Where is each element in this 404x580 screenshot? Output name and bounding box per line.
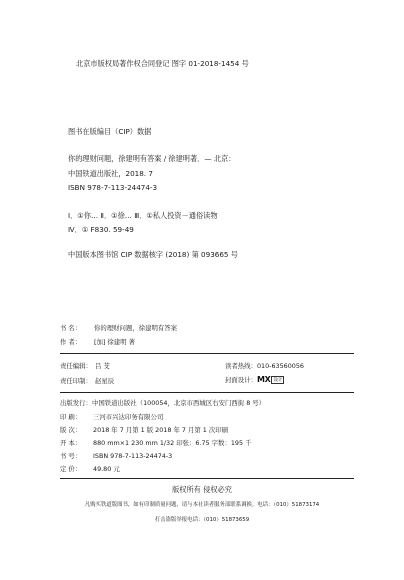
format-row — [60, 438, 251, 447]
author-value: [加] 徐建明 著 — [94, 338, 136, 346]
mx-design-logo: MX — [256, 375, 271, 384]
edition-value: 2018 年 7 月第 1 版 2018 年 7 月第 1 次印刷 — [93, 426, 229, 434]
printer-value: 三河市兴达印务有限公司 — [93, 413, 164, 421]
print-manager-label: 责任印制： — [60, 377, 92, 385]
hotline-row — [225, 361, 304, 370]
editor-row — [60, 361, 110, 370]
isbn-value: ISBN 978-7-113-24474-3 — [93, 452, 173, 460]
classification-line-2: Ⅳ．① F830. 59-49 — [68, 225, 134, 234]
isbn-label: 书 号： — [60, 452, 82, 460]
author-label: 作 者： — [60, 338, 82, 346]
cip-line-3: ISBN 978-7-113-24474-3 — [68, 183, 158, 192]
publisher-value: 中国铁道出版社（100054，北京市西城区右安门西街 8 号） — [91, 399, 266, 407]
author-row — [60, 337, 135, 346]
edition-label: 版 次： — [60, 426, 82, 434]
cip-record: 中国版本图书馆 CIP 数据核字 (2018) 第 093665 号 — [68, 250, 238, 259]
divider-bottom — [60, 478, 354, 479]
print-manager-row — [60, 376, 114, 385]
printer-label: 印 刷： — [60, 413, 82, 421]
price-row — [60, 464, 120, 473]
print-manager-value: 赵星辰 — [94, 377, 115, 385]
edition-row — [60, 425, 228, 434]
publisher-row — [60, 398, 265, 407]
divider-top — [60, 353, 354, 354]
publisher-label: 出版发行： — [60, 399, 92, 407]
rights-reserved: 版权所有 侵权必究 — [172, 485, 232, 494]
price-value: 49.80 元 — [93, 465, 120, 473]
format-value: 880 mm×1 230 mm 1/32 印张：6.75 字数：195 千 — [93, 439, 252, 447]
hotline-label: 读者热线： — [225, 362, 257, 370]
anti-piracy-hotline: 打击盗版举报电话：（010）51873659 — [154, 517, 250, 523]
editor-value: 吕 芠 — [94, 362, 110, 370]
title-row — [60, 323, 177, 332]
classification-line-1: Ⅰ．①你… Ⅱ．①徐… Ⅲ．①私人投资－通俗读物 — [68, 211, 218, 220]
isbn-row — [60, 451, 172, 460]
cip-heading: 图书在版编目（CIP）数据 — [68, 127, 152, 136]
cip-line-2: 中国铁道出版社，2018. 7 — [68, 169, 153, 178]
title-value: 你的理财问题，徐建明有答案 — [94, 324, 178, 332]
printer-row — [60, 412, 163, 421]
cover-design-label: 封面设计： — [225, 376, 257, 384]
editor-label: 责任编辑： — [60, 362, 92, 370]
cover-design-row — [225, 375, 284, 384]
divider-middle — [60, 392, 354, 393]
mx-design-logo-sub: 设计 — [273, 378, 283, 383]
copyright-registration: 北京市版权局著作权合同登记 图字 01-2018-1454 号 — [76, 59, 249, 68]
cip-line-1: 你的理财问题，徐建明有答案 / 徐建明著．— 北京： — [68, 154, 236, 163]
quality-notice: 凡购买铁道版图书，如有印制质量问题，请与本社读者服务部联系调换。电话：（010）51873174 — [84, 502, 320, 508]
format-label: 开 本： — [60, 439, 82, 447]
title-label: 书 名： — [60, 324, 82, 332]
hotline-value: 010-63560056 — [256, 362, 304, 370]
price-label: 定 价： — [60, 465, 82, 473]
